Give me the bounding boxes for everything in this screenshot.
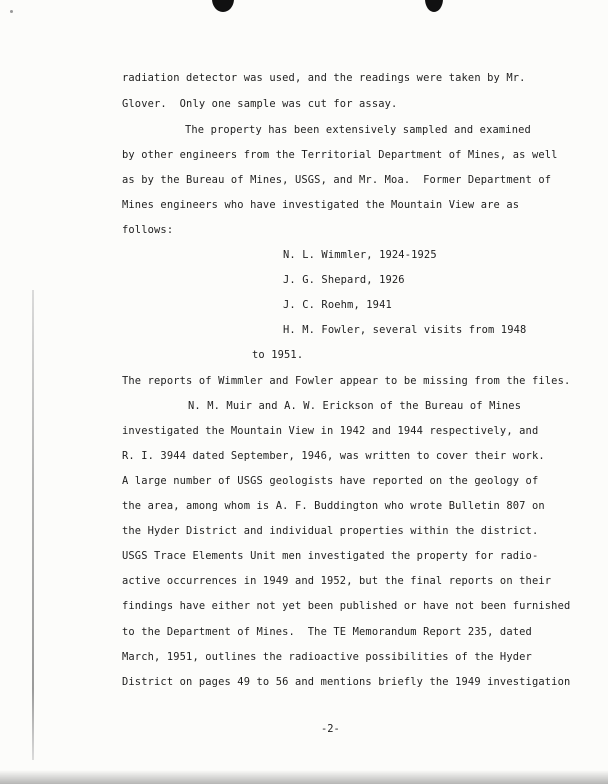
text-line: findings have either not yet been published or have not been furnished	[122, 600, 571, 612]
engineer-list-item: H. M. Fowler, several visits from 1948	[283, 324, 527, 336]
page-edge-mark	[32, 290, 34, 760]
text-line: A large number of USGS geologists have reported on the geology of	[122, 475, 539, 487]
engineer-list-item: J. G. Shepard, 1926	[283, 274, 405, 286]
text-line: the Hyder District and individual properties within the district.	[122, 525, 539, 537]
text-line: USGS Trace Elements Unit men investigated the property for radio-	[122, 550, 539, 562]
text-line: by other engineers from the Territorial Department of Mines, as well	[122, 149, 558, 161]
punch-hole	[425, 0, 443, 12]
text-line: District on pages 49 to 56 and mentions briefly the 1949 investigation	[122, 676, 571, 688]
text-line: follows:	[122, 224, 174, 236]
engineer-list-item: to 1951.	[252, 349, 304, 361]
scan-shadow	[0, 770, 608, 784]
text-line: N. M. Muir and A. W. Erickson of the Bureau of Mines	[188, 400, 522, 412]
text-line: R. I. 3944 dated September, 1946, was written to cover their work.	[122, 450, 545, 462]
punch-hole	[212, 0, 234, 12]
text-line: Mines engineers who have investigated the Mountain View are as	[122, 199, 520, 211]
text-line: radiation detector was used, and the readings were taken by Mr.	[122, 72, 526, 84]
text-line: The reports of Wimmler and Fowler appear to be missing from the files.	[122, 375, 571, 387]
engineer-list-item: J. C. Roehm, 1941	[283, 299, 392, 311]
text-line: The property has been extensively sampled and examined	[185, 124, 531, 136]
text-line: the area, among whom is A. F. Buddington who wrote Bulletin 807 on	[122, 500, 545, 512]
text-line: as by the Bureau of Mines, USGS, and Mr. Moa. Former Department of	[122, 174, 552, 186]
page-number: -2-	[321, 723, 340, 735]
text-line: to the Department of Mines. The TE Memorandum Report 235, dated	[122, 626, 532, 638]
engineer-list-item: N. L. Wimmler, 1924-1925	[283, 249, 437, 261]
paper-speck	[10, 10, 13, 13]
text-line: March, 1951, outlines the radioactive possibilities of the Hyder	[122, 651, 532, 663]
text-line: investigated the Mountain View in 1942 and 1944 respectively, and	[122, 425, 539, 437]
text-line: active occurrences in 1949 and 1952, but the final reports on their	[122, 575, 552, 587]
text-line: Glover. Only one sample was cut for assay.	[122, 98, 398, 110]
